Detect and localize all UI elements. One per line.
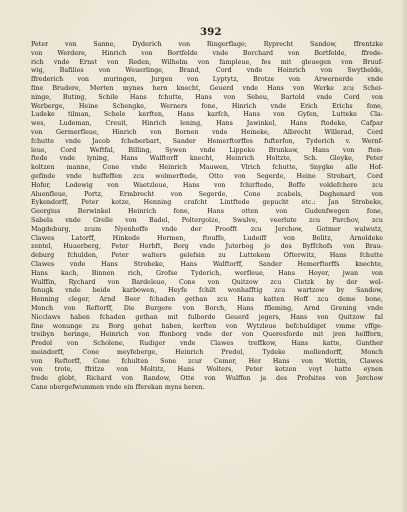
text-line: Clawes vnde Hans Strobeke, Hans Walftorff, Sander Hemerftorffs knechte, xyxy=(31,260,383,268)
text-line: treibyn heringe, Heinrich von ffenborg vnde der von Queresforde mit jren helffern, xyxy=(31,331,383,339)
text-line: wes, Ludeman, Creuit, Hinrich lening, Hans Jawinkel, Hans ftodeke, Cafpar xyxy=(31,120,383,128)
text-line: fenugk vnde beide karbowen, Heyfe fchilt wonhafftig zcu wartzow by Sandow, xyxy=(31,287,383,295)
text-line: rich vnde Ernst von Reden, Wilhelm von fampleue, fes mit gleuegen von Bruuf- xyxy=(31,58,383,66)
page-number: 392 xyxy=(200,27,222,38)
page-edge-shadow xyxy=(401,0,407,512)
text-line: von Werdere, Hinrich von Bortfelde vnde Borchard von Bortfelde, ffrede- xyxy=(31,49,383,57)
text-line: meindorff, Cone meyfeberge, Heinrich Predol, Tydeke mollendorff, Monch xyxy=(31,348,383,356)
text-line: Clawes Latorff, Hinkede Hermen, ftouffe, Ludeiff von Belitz, Arnoldeke xyxy=(31,234,383,242)
text-line: Peter von Sanne, Dyderich von Ringerflage; Ryprecht Sandow, ffrentzke xyxy=(31,41,383,48)
text-line: Georgius Berwinkel Heinrich fone, Hans otten von Gudenfwegen fone, xyxy=(31,208,383,216)
text-line: von trote, ffritze von Moltitz, Hans Wolters, Peter kotzen voyt hatte eynen xyxy=(31,366,383,374)
text-line: Sabela vnde Grelle von Badel, Poltergolze, Swalve, veerlute zcu Parchov, zcu xyxy=(31,216,383,224)
text-line: zentel, Huuerberg, Peter Herbft, Borg vnde Juterbog jo des Byffchofs von Brau- xyxy=(31,243,383,251)
text-line: Cane obergefwummen vnde ein fferekan myns heren. xyxy=(31,384,205,392)
text-line: ftede vnde lyning, Hans Walftorff knecht, Heinrich Holtzte, Sch. Gleyke, Peter xyxy=(31,155,383,163)
text-line: Ludeke tilman, Schele kerften, Hans karfch, Hans von Gyfen, Lutteke Cla- xyxy=(31,111,383,119)
text-line: Predol von Scholene, Rudiger vnde Clawes treffkow, Hans katte, Gunther xyxy=(31,340,383,348)
text-line: gefinde vnde huffeffen zcu wolmerftede, Otto von Segerde, Heine Strobart, Cord xyxy=(31,172,383,180)
text-line: Hans kach, Binnen rich, Grofse Tyderich, werfleue, Hans Hoyer, jwan von xyxy=(31,269,383,277)
body-text xyxy=(31,41,383,393)
text-line: ffrederich von muringen, Jurgen von Lyptytz, Brotze von Arwernerde vnde xyxy=(31,76,383,84)
text-line: Aluenfleue, Portz, Ermbrecht von Segerde, Cone zcabels, Deghenard von xyxy=(31,190,383,198)
text-line: Wulffin, Rychard von Bardeleue, Cone von Quitzow zcu Cletzk by der wel- xyxy=(31,278,383,286)
text-line: Eykendorff, Peter kotze, Henning crafcht Lintftede gepucht etc.: Jan Strobeke, xyxy=(31,199,383,207)
text-line: von Reftorff, Cone fchulten Sone zcur Cemer, Her Hans von Wettin, Clawes xyxy=(31,357,383,365)
text-line: fine wonunge zu Borg gehat haben, kerften von Wytzleue befchuldiget vmme vffge- xyxy=(31,322,383,330)
text-line: fine Brudere, Merten mynes hern knecht, Geuerd vnde Hans von Werke zcu Schei- xyxy=(31,84,383,92)
text-line: Magdeburg, zcum Nyenhoffe vnde der Proofft zcu Jerchow, Gotmer walwutz, xyxy=(31,225,383,233)
text-line: wig, Bafilies von Weuerlinge, Brand, Cord vnde Heinrich von Swythelde, xyxy=(31,67,383,75)
text-line: frede globt, Richard von Randow, Otte von Wulffen ja des Profsites von Jerchow xyxy=(31,375,383,383)
text-line: leue, Cord Weftfal, Billing, Sywen vnde Lippeke Brunkaw, Hans von ften- xyxy=(31,146,383,154)
text-line: Monch von Reftorff, Die Burgere von Borch, Hans ffleming, Arnd Grening vnde xyxy=(31,304,383,312)
text-line: von Germerfleue, Hinrich von Bornen vnde Heineke, Albrecht Willerad, Cord xyxy=(31,128,383,136)
text-line: koltzen manne, Cone vnde Heinrich Mauwen, Vlrich fchutte, Snygke alle Hof- xyxy=(31,164,383,172)
text-line: fchutte vnde Jacob fcheberbart, Sander Hemerftorffes fufterfon, Tyderich v. Wernf- xyxy=(31,137,383,145)
text-line: Nicclaws haben fchaden gethan mit fulborde Geuerd jegers, Hans von Quitzow fal xyxy=(31,313,383,321)
text-line: ninge, Buting, Schile Hans fchutte, Hans von Sebeu, Bartold vnde Cord von xyxy=(31,93,383,101)
text-line: Werberge, Heine Schengke, Werners fone, Hinrich vnde Erich Erichs fone, xyxy=(31,102,383,110)
text-line: Henning cleger, Arnd Beer fchaden gethan zcu Hans katten Hoff zcu deme bone, xyxy=(31,296,383,304)
text-line: deburg fchulden, Peter walters gelefsin zu Luttekem Ofterwitz, Hans fchutte xyxy=(31,252,383,260)
text-line: Hofer, Lodewig von Waetzleue, Hans von fchirftede, Boffe voldefchere zcu xyxy=(31,181,383,189)
